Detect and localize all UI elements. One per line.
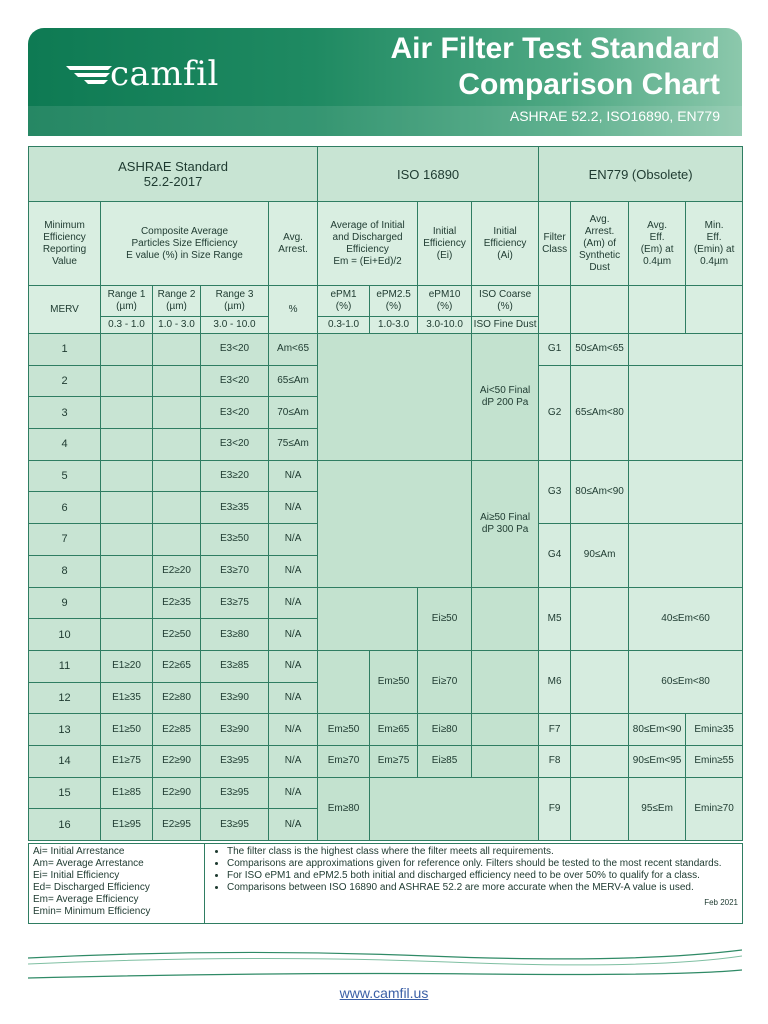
arrest-cell: N/A: [269, 587, 318, 619]
note-item: • The filter class is the highest class where the filter meets all requirements.: [227, 846, 738, 858]
en-arrest-cell: 90≤Am: [571, 524, 629, 587]
blank-cell: [686, 286, 743, 334]
legend-item: Ei= Initial Efficiency: [33, 870, 120, 881]
range2-cell: [153, 492, 201, 524]
arrest-cell: N/A: [269, 460, 318, 492]
range1-header: Range 1 (µm): [101, 286, 153, 317]
en-avg-arrest-header: Avg. Arrest. (Am) of Synthetic Dust: [571, 202, 629, 286]
page-subtitle: ASHRAE 52.2, ISO16890, EN779: [509, 108, 720, 124]
range3-cell: E3≥95: [201, 809, 269, 841]
epm10-header: ePM10 (%): [418, 286, 472, 317]
range1-cell: E1≥95: [101, 809, 153, 841]
blank-cell: [629, 286, 686, 334]
en-class-cell: M5: [539, 587, 571, 650]
iso-empty-block: [370, 777, 539, 840]
note-item: • Comparisons between ISO 16890 and ASHRAE 52.2 are more accurate when the MERV-A value is used.: [227, 882, 738, 894]
range1-cell: [101, 587, 153, 619]
en-class-cell: G4: [539, 524, 571, 587]
range2-cell: E2≥85: [153, 714, 201, 746]
epm1-cell: Em≥70: [318, 745, 370, 777]
iso-coarse-empty: [472, 650, 539, 713]
merv-value: 6: [29, 492, 101, 524]
en-min-eff-cell: Emin≥35: [686, 714, 743, 746]
range3-cell: E3≥75: [201, 587, 269, 619]
range2-cell: E2≥95: [153, 809, 201, 841]
epm25-cell: Em≥65: [370, 714, 418, 746]
range3-cell: E3≥90: [201, 714, 269, 746]
arrest-cell: Am<65: [269, 334, 318, 366]
arrest-cell: N/A: [269, 492, 318, 524]
range2-cell: E2≥80: [153, 682, 201, 714]
arrest-cell: N/A: [269, 777, 318, 809]
en-blank-cell: [629, 365, 743, 460]
arrest-cell: 65≤Am: [269, 365, 318, 397]
en-avg-eff-cell: 90≤Em<95: [629, 745, 686, 777]
range3-cell: E3≥95: [201, 745, 269, 777]
legend-item: Ed= Discharged Efficiency: [33, 882, 150, 893]
merv-value: 4: [29, 429, 101, 461]
note-item: • For ISO ePM1 and ePM2.5 both initial and discharged efficiency need to be over 50% to qualify for a class.: [227, 870, 738, 882]
legend-notes-table: [28, 843, 743, 924]
merv-value: 2: [29, 365, 101, 397]
legend-item: Emin= Minimum Efficiency: [33, 906, 151, 917]
range2-cell: [153, 334, 201, 366]
legend-item: Ai= Initial Arrestance: [33, 846, 125, 857]
epm1-empty: [318, 650, 370, 713]
en-arrest-empty: [571, 745, 629, 777]
range1-cell: [101, 460, 153, 492]
en-arrest-cell: 80≤Am<90: [571, 460, 629, 523]
ashrae-group-header: ASHRAE Standard 52.2-2017: [29, 147, 318, 202]
iso-empty-block: [318, 587, 418, 650]
en-arrest-empty: [571, 714, 629, 746]
arrest-cell: N/A: [269, 714, 318, 746]
range1-cell: E1≥35: [101, 682, 153, 714]
pct-label: %: [269, 286, 318, 334]
en-min-eff-cell: Emin≥70: [686, 777, 743, 840]
merv-value: 1: [29, 334, 101, 366]
range1-cell: [101, 555, 153, 587]
range1-cell: [101, 397, 153, 429]
mrv-header: Minimum Efficiency Reporting Value: [29, 202, 101, 286]
range1-cell: [101, 492, 153, 524]
coarse-value: ISO Fine Dust: [472, 317, 539, 334]
range1-cell: [101, 524, 153, 556]
page-title-line1: Air Filter Test Standard: [390, 32, 720, 65]
range2-cell: [153, 397, 201, 429]
en-class-cell: F7: [539, 714, 571, 746]
blank-cell: [571, 286, 629, 334]
range2-cell: E2≥90: [153, 745, 201, 777]
arrest-cell: N/A: [269, 745, 318, 777]
merv-value: 11: [29, 650, 101, 682]
arrest-cell: N/A: [269, 619, 318, 651]
iso-coarse-empty: [472, 745, 539, 777]
arrest-cell: N/A: [269, 809, 318, 841]
range2-cell: E2≥90: [153, 777, 201, 809]
merv-value: 5: [29, 460, 101, 492]
range3-cell: E3≥70: [201, 555, 269, 587]
range3-header: Range 3 (µm): [201, 286, 269, 317]
iso-average-header: Average of Initial and Discharged Efficiency Em = (Ei+Ed)/2: [318, 202, 418, 286]
range2-cell: E2≥65: [153, 650, 201, 682]
comparison-table: [28, 146, 743, 841]
range1-cell: E1≥75: [101, 745, 153, 777]
en-blank-cell: [629, 524, 743, 587]
merv-value: 3: [29, 397, 101, 429]
range3-cell: E3≥80: [201, 619, 269, 651]
range2-cell: [153, 429, 201, 461]
range3-cell: E3<20: [201, 334, 269, 366]
iso-empty-block: [318, 460, 472, 587]
publication-date: Feb 2021: [704, 898, 738, 907]
en-arrest-empty: [571, 587, 629, 650]
en-class-cell: F8: [539, 745, 571, 777]
en-arrest-cell: 65≤Am<80: [571, 365, 629, 460]
epm25-cell: Em≥75: [370, 745, 418, 777]
range3-cell: E3≥35: [201, 492, 269, 524]
en-arrest-empty: [571, 650, 629, 713]
page-title-line2: Comparison Chart: [458, 68, 720, 101]
en-class-cell: G2: [539, 365, 571, 460]
en-avg-eff-cell: 60≤Em<80: [629, 650, 743, 713]
merv-value: 14: [29, 745, 101, 777]
range3-cell: E3≥50: [201, 524, 269, 556]
composite-header: Composite Average Particles Size Efficiency E value (%) in Size Range: [101, 202, 269, 286]
arrest-cell: 75≤Am: [269, 429, 318, 461]
avg-arrest-header: Avg. Arrest.: [269, 202, 318, 286]
epm1-value: 0.3-1.0: [318, 317, 370, 334]
epm1-cell: Em≥80: [318, 777, 370, 840]
merv-value: 12: [29, 682, 101, 714]
epm10-value: 3.0-10.0: [418, 317, 472, 334]
epm10-cell: Ei≥80: [418, 714, 472, 746]
en-min-eff-header: Min. Eff. (Emin) at 0.4µm: [686, 202, 743, 286]
range1-value: 0.3 - 1.0: [101, 317, 153, 334]
range1-cell: [101, 365, 153, 397]
range3-cell: E3≥85: [201, 650, 269, 682]
range2-cell: E2≥35: [153, 587, 201, 619]
abbreviation-legend: [29, 844, 205, 924]
arrest-cell: N/A: [269, 555, 318, 587]
range2-cell: [153, 460, 201, 492]
coarse-header: ISO Coarse (%): [472, 286, 539, 317]
iso-coarse-cell: Ai<50 Final dP 200 Pa: [472, 334, 539, 461]
merv-value: 8: [29, 555, 101, 587]
en-avg-eff-cell: 40≤Em<60: [629, 587, 743, 650]
arrest-cell: N/A: [269, 682, 318, 714]
range1-cell: E1≥50: [101, 714, 153, 746]
epm1-header: ePM1 (%): [318, 286, 370, 317]
iso-coarse-empty: [472, 587, 539, 650]
header-banner: [28, 28, 742, 136]
range2-cell: [153, 365, 201, 397]
iso-group-header: ISO 16890: [318, 147, 539, 202]
merv-value: 15: [29, 777, 101, 809]
range1-cell: E1≥20: [101, 650, 153, 682]
en-class-cell: G3: [539, 460, 571, 523]
en-blank-cell: [629, 334, 743, 366]
en-class-cell: M6: [539, 650, 571, 713]
initial-eff-a-header: Initial Efficiency (Ai): [472, 202, 539, 286]
range3-cell: E3≥90: [201, 682, 269, 714]
range3-cell: E3≥20: [201, 460, 269, 492]
arrest-cell: N/A: [269, 524, 318, 556]
en-min-eff-cell: Emin≥55: [686, 745, 743, 777]
merv-label: MERV: [29, 286, 101, 334]
range3-cell: E3<20: [201, 429, 269, 461]
epm10-cell: Ei≥70: [418, 650, 472, 713]
logo-text: camfil: [110, 54, 219, 94]
merv-value: 16: [29, 809, 101, 841]
range2-header: Range 2 (µm): [153, 286, 201, 317]
note-item: • Comparisons are approximations given for reference only. Filters should be tested to the most recent standards.: [227, 858, 738, 870]
iso-empty-block: [318, 334, 472, 461]
en-avg-eff-cell: 95≤Em: [629, 777, 686, 840]
legend-item: Em= Average Efficiency: [33, 894, 139, 905]
en-class-cell: G1: [539, 334, 571, 366]
epm1-cell: Em≥50: [318, 714, 370, 746]
en-class-cell: F9: [539, 777, 571, 840]
epm25-cell: Em≥50: [370, 650, 418, 713]
merv-value: 9: [29, 587, 101, 619]
legend-item: Am= Average Arrestance: [33, 858, 144, 869]
range2-value: 1.0 - 3.0: [153, 317, 201, 334]
en-group-header: EN779 (Obsolete): [539, 147, 743, 202]
range1-cell: [101, 334, 153, 366]
arrest-cell: 70≤Am: [269, 397, 318, 429]
range1-cell: [101, 429, 153, 461]
en-avg-eff-cell: 80≤Em<90: [629, 714, 686, 746]
wing-icon: [64, 62, 114, 88]
en-avg-eff-header: Avg. Eff. (Em) at 0.4µm: [629, 202, 686, 286]
iso-coarse-cell: Ai≥50 Final dP 300 Pa: [472, 460, 539, 587]
blank-cell: [539, 286, 571, 334]
epm25-value: 1.0-3.0: [370, 317, 418, 334]
en-arrest-cell: 50≤Am<65: [571, 334, 629, 366]
en-arrest-empty: [571, 777, 629, 840]
notes-block: [205, 844, 743, 924]
epm10-cell: Ei≥85: [418, 745, 472, 777]
range2-cell: [153, 524, 201, 556]
merv-value: 13: [29, 714, 101, 746]
range3-cell: E3<20: [201, 397, 269, 429]
arrest-cell: N/A: [269, 650, 318, 682]
iso-coarse-empty: [472, 714, 539, 746]
range3-cell: E3≥95: [201, 777, 269, 809]
range3-cell: E3<20: [201, 365, 269, 397]
merv-value: 10: [29, 619, 101, 651]
decorative-swoosh: [28, 944, 742, 984]
website-link[interactable]: www.camfil.us: [339, 985, 429, 1001]
filter-class-header: Filter Class: [539, 202, 571, 286]
en-blank-cell: [629, 460, 743, 523]
merv-value: 7: [29, 524, 101, 556]
range1-cell: [101, 619, 153, 651]
range2-cell: E2≥20: [153, 555, 201, 587]
range3-value: 3.0 - 10.0: [201, 317, 269, 334]
camfil-logo: [64, 52, 264, 100]
initial-eff-header: Initial Efficiency (Ei): [418, 202, 472, 286]
range2-cell: E2≥50: [153, 619, 201, 651]
epm10-cell: Ei≥50: [418, 587, 472, 650]
range1-cell: E1≥85: [101, 777, 153, 809]
epm25-header: ePM2.5 (%): [370, 286, 418, 317]
